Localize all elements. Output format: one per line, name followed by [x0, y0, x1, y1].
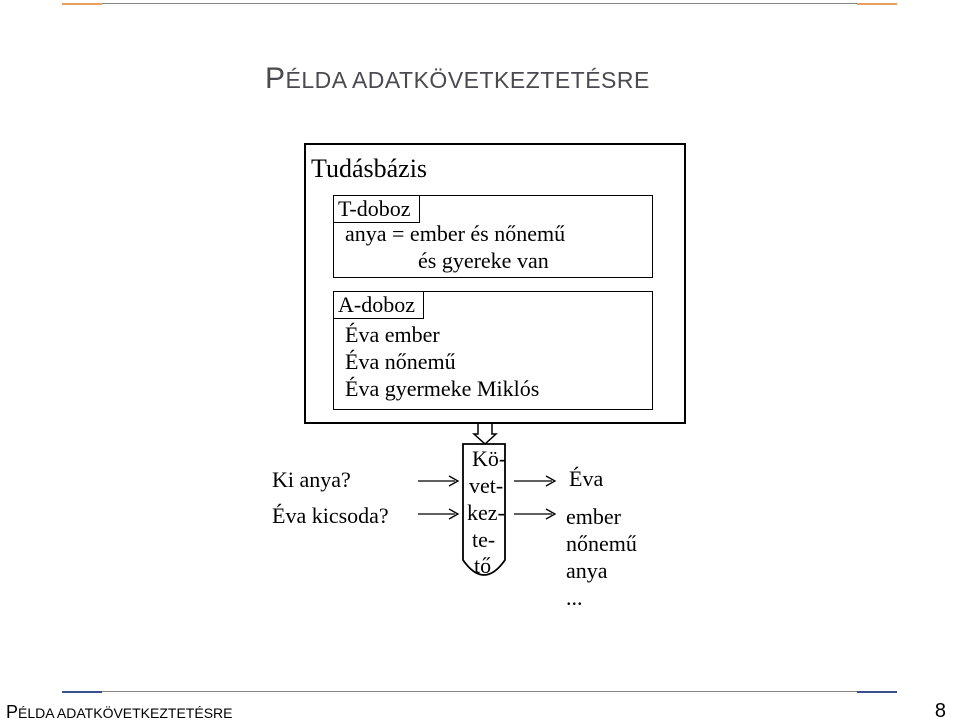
engine-line2: vet-	[469, 473, 504, 498]
answer-1: Éva	[569, 466, 604, 491]
footer-title	[6, 702, 232, 723]
page-number: 8	[934, 700, 946, 722]
tbox-label: T-doboz	[334, 196, 420, 223]
query-2: Éva kicsoda?	[272, 503, 389, 528]
answer-2: ember	[566, 504, 621, 529]
engine-line5: tő	[474, 553, 492, 578]
engine-line1: Kö-	[472, 446, 507, 471]
answer-arrow-1	[514, 476, 555, 486]
footer-title-initial: P	[6, 702, 19, 722]
abox-label: A-doboz	[334, 292, 424, 319]
bottom-rule-right-accent	[857, 691, 897, 693]
abox-line2: Éva nőnemű	[345, 349, 456, 374]
footer-title-rest: ÉLDA ADATKÖVETKEZTETÉSRE	[18, 705, 233, 721]
answer-arrow-2	[514, 509, 555, 519]
bottom-rule-left-accent	[62, 691, 102, 693]
tbox-line2: és gyereke van	[418, 248, 549, 273]
engine-line3: kez-	[467, 500, 505, 525]
bottom-rule	[102, 691, 857, 692]
tbox-line1: anya = ember és nőnemű	[345, 221, 566, 246]
abox-line1: Éva ember	[345, 322, 440, 347]
knowledge-base-title: Tudásbázis	[311, 154, 428, 183]
kb-to-engine-arrow	[474, 424, 496, 444]
answer-5: ...	[566, 585, 583, 610]
answer-4: anya	[566, 558, 608, 583]
query-1: Ki anya?	[272, 467, 351, 492]
query-arrow-2	[418, 509, 458, 519]
query-arrow-1	[418, 476, 458, 486]
page-title-initial: P	[265, 62, 286, 95]
page-title-rest: ÉLDA ADATKÖVETKEZTETÉSRE	[285, 67, 650, 93]
abox-line3: Éva gyermeke Miklós	[345, 376, 540, 401]
engine-line4: te-	[472, 527, 496, 552]
answer-3: nőnemű	[566, 531, 637, 556]
